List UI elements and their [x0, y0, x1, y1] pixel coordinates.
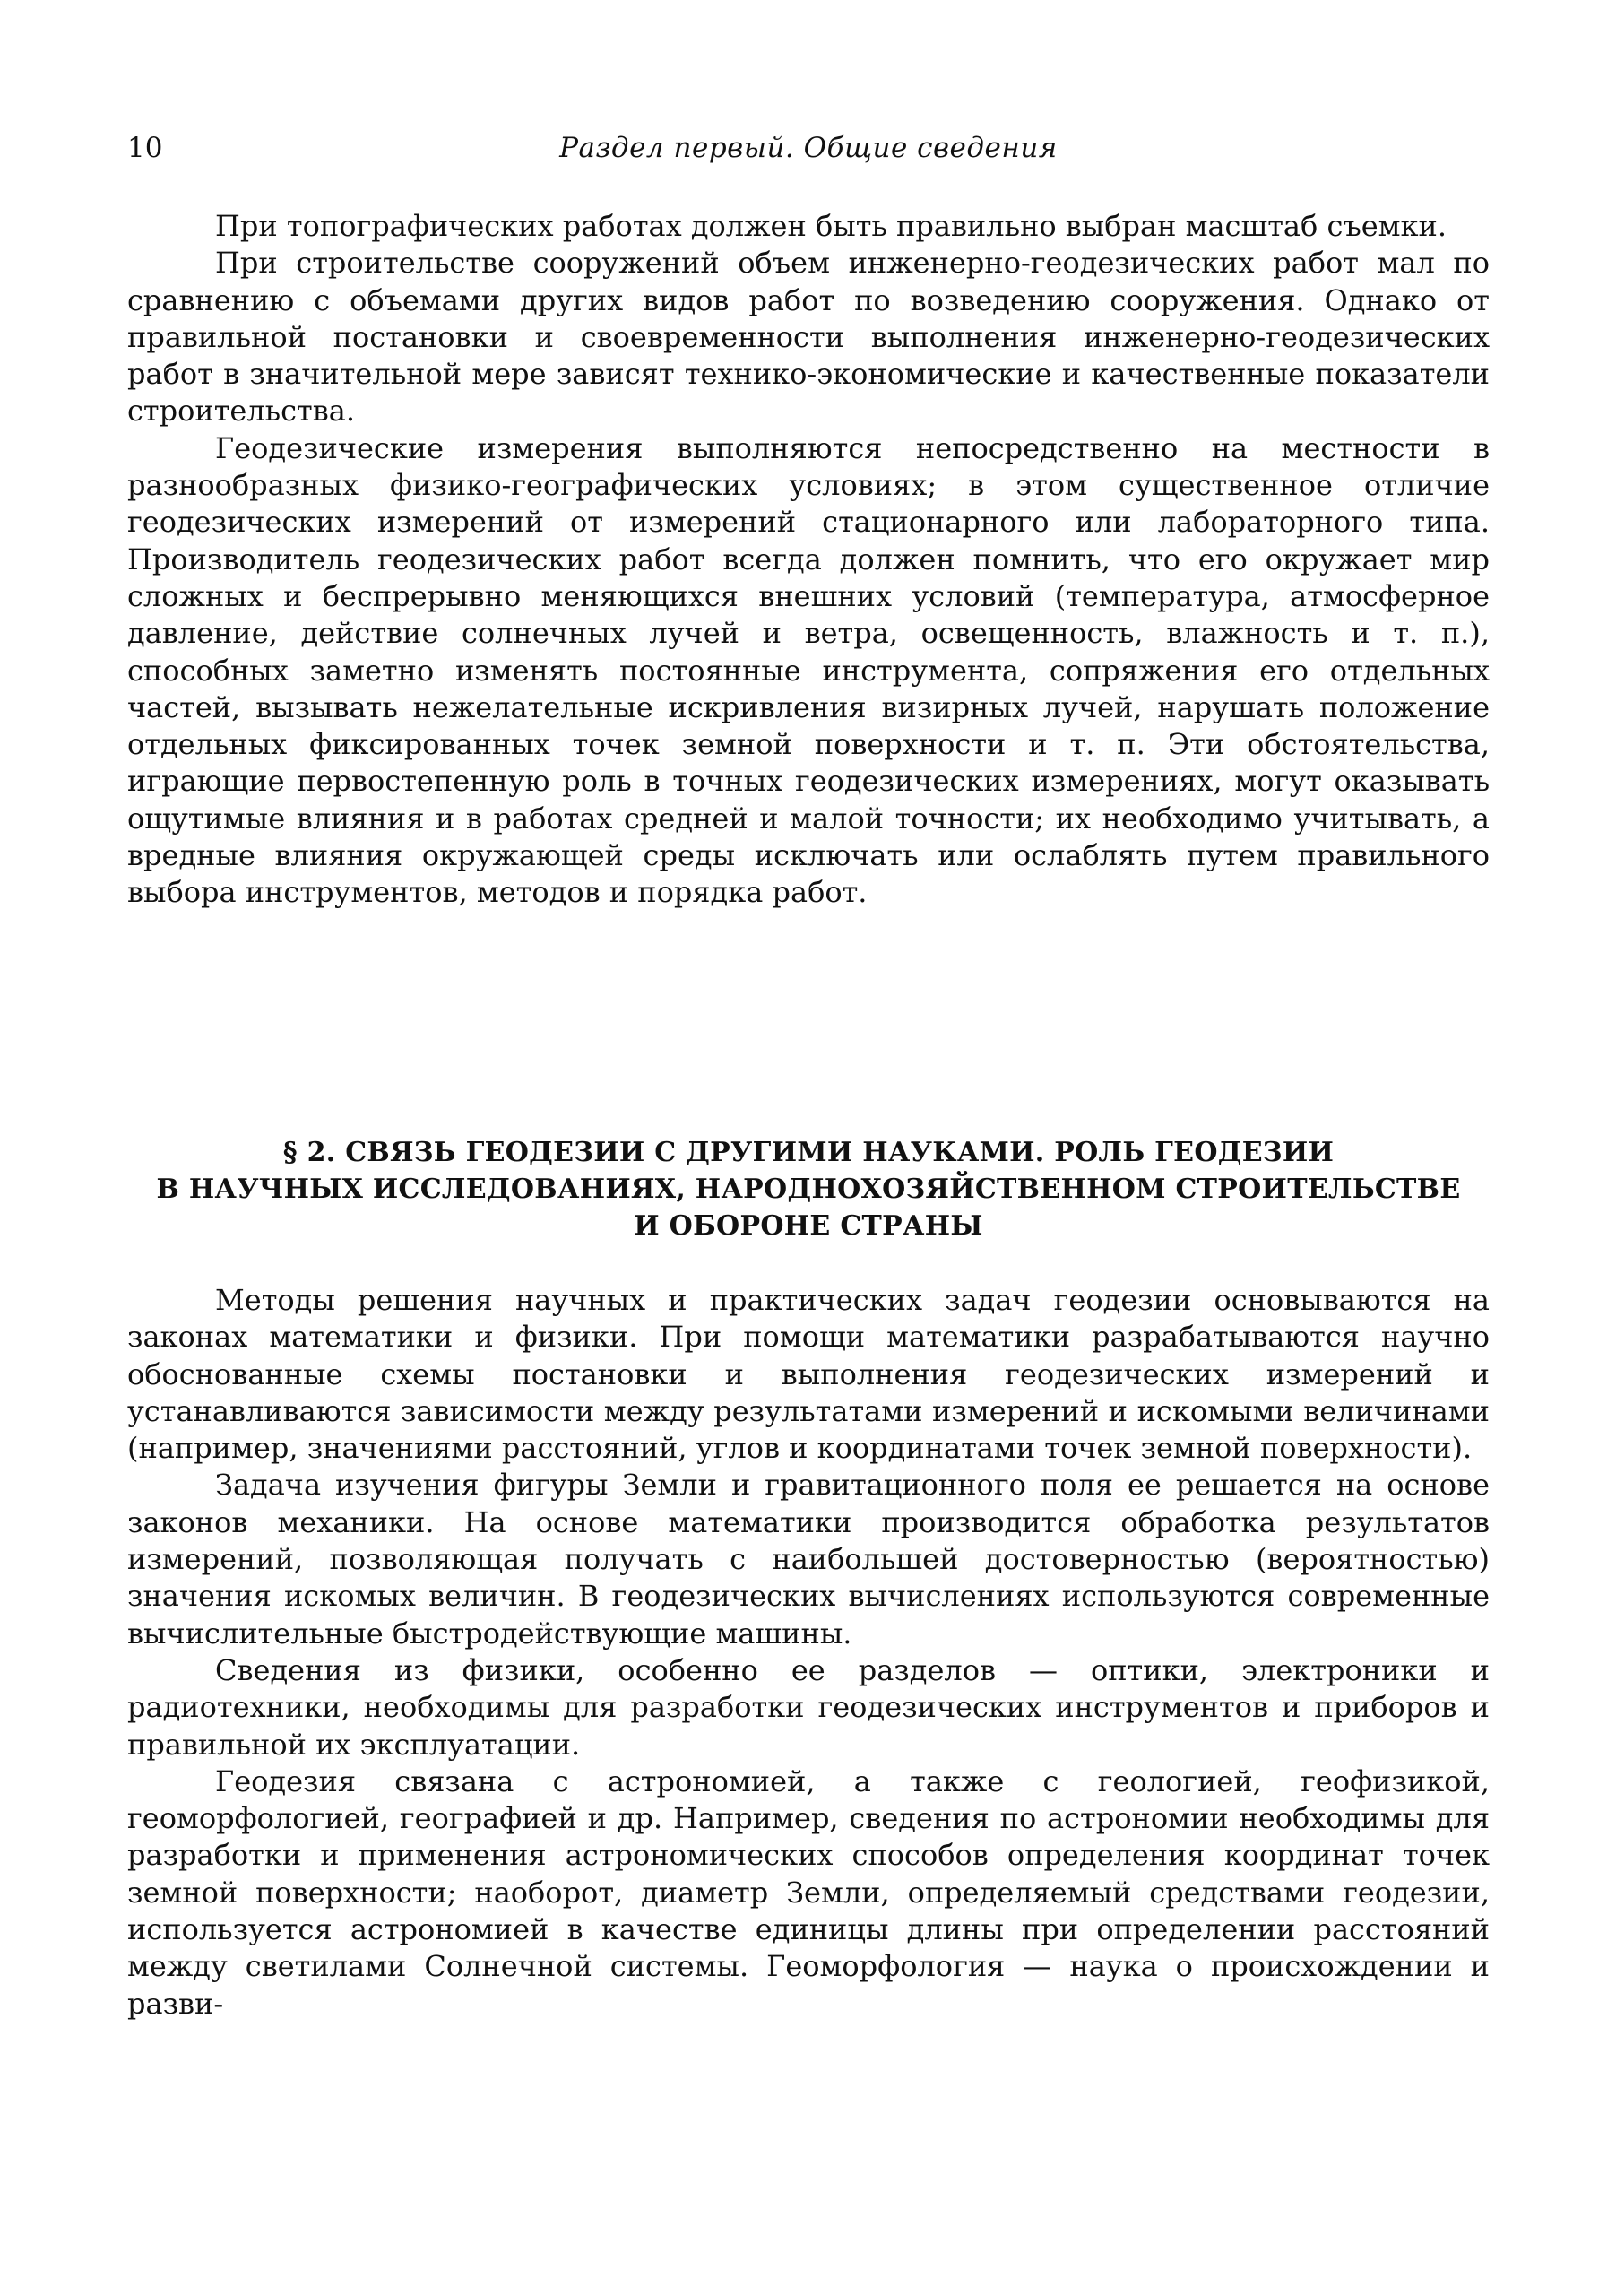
paragraph-astronomy-link: Геодезия связана с астрономией, а также с геологией, геофизикой, геоморфологией, географией и др. Например, сведения по астрономии необходимы для разработки и применения астрономических способов определения координат точек земной поверхности; наоборот, диаметр Земли, определяемый средствами геодезии, используется астрономией в качестве единицы длины при определении расстояний между светилами Солнечной системы. Геоморфология — наука о происхождении и разви- — [127, 1763, 1490, 2021]
paragraph-construction-volume: При строительстве сооружений объем инженерно-геодезических работ мал по сравнению с объемами других видов работ по возведению сооружения. Однако от правильной постановки и своевременности выполнения инженерно-геодезических работ в значительной мере зависят технико-экономические и качественные показатели строительства. — [127, 246, 1490, 429]
page-number: 10 — [127, 132, 163, 164]
section-text-block — [127, 1282, 1490, 2023]
paragraph-earth-figure: Задача изучения фигуры Земли и гравитационного поля ее решается на основе законов механики. На основе математики производится обработка результатов измерений, позволяющая получать с наибольшей достоверностью (вероятностью) значения искомых величин. В геодезических вычислениях используются современные вычислительные быстродействующие машины. — [127, 1468, 1490, 1651]
running-title: Раздел первый. Общие сведения — [559, 132, 1058, 164]
paragraph-physics-info: Сведения из физики, особенно ее разделов — оптики, электроники и радиотехники, необходимы для разработки геодезических инструментов и приборов и правильной их эксплуатации. — [127, 1652, 1490, 1762]
paragraph-scale-choice: При топографических работах должен быть правильно выбран масштаб съемки. — [215, 209, 1447, 243]
paragraph-field-conditions: Геодезические измерения выполняются непосредственно на местности в разнообразных физико-географических условиях; в этом существенное отличие геодезических измерений от измерений стационарного или лабораторного типа. Производитель геодезических работ всегда должен помнить, что его окружает мир сложных и беспрерывно меняющихся внешних условий (температура, атмосферное давление, действие солнечных лучей и ветра, освещенность, влажность и т. п.), способных заметно изменять постоянные инструмента, сопряжения его отдельных частей, вызывать нежелательные искривления визирных лучей, нарушать положение отдельных фиксированных точек земной поверхности и т. п. Эти обстоятельства, играющие первостепенную роль в точных геодезических измерениях, могут оказывать ощутимые влияния и в работах средней и малой точности; их необходимо учитывать, а вредные влияния окружающей среды исключать или ослаблять путем правильного выбора инструментов, методов и порядка работ. — [127, 430, 1490, 910]
paragraph-math-physics: Методы решения научных и практических задач геодезии основываются на законах математики и физики. При помощи математики разрабатываются научно обоснованные схемы постановки и выполнения геодезических измерений и устанавливаются зависимости между результатами измерений и искомыми величинами (например, значениями расстояний, углов и координатами точек земной поверхности). — [127, 1283, 1490, 1466]
section-heading-line: В НАУЧНЫХ ИССЛЕДОВАНИЯХ, НАРОДНОХОЗЯЙСТВЕННОМ СТРОИТЕЛЬСТВЕ — [156, 1174, 1461, 1205]
section-heading-line: § 2. СВЯЗЬ ГЕОДЕЗИИ С ДРУГИМИ НАУКАМИ. РОЛЬ ГЕОДЕЗИИ — [282, 1137, 1335, 1168]
running-head — [127, 126, 1490, 170]
intro-text-block — [127, 208, 1490, 912]
section-heading-line: И ОБОРОНЕ СТРАНЫ — [634, 1210, 983, 1242]
section-heading — [127, 1134, 1490, 1244]
